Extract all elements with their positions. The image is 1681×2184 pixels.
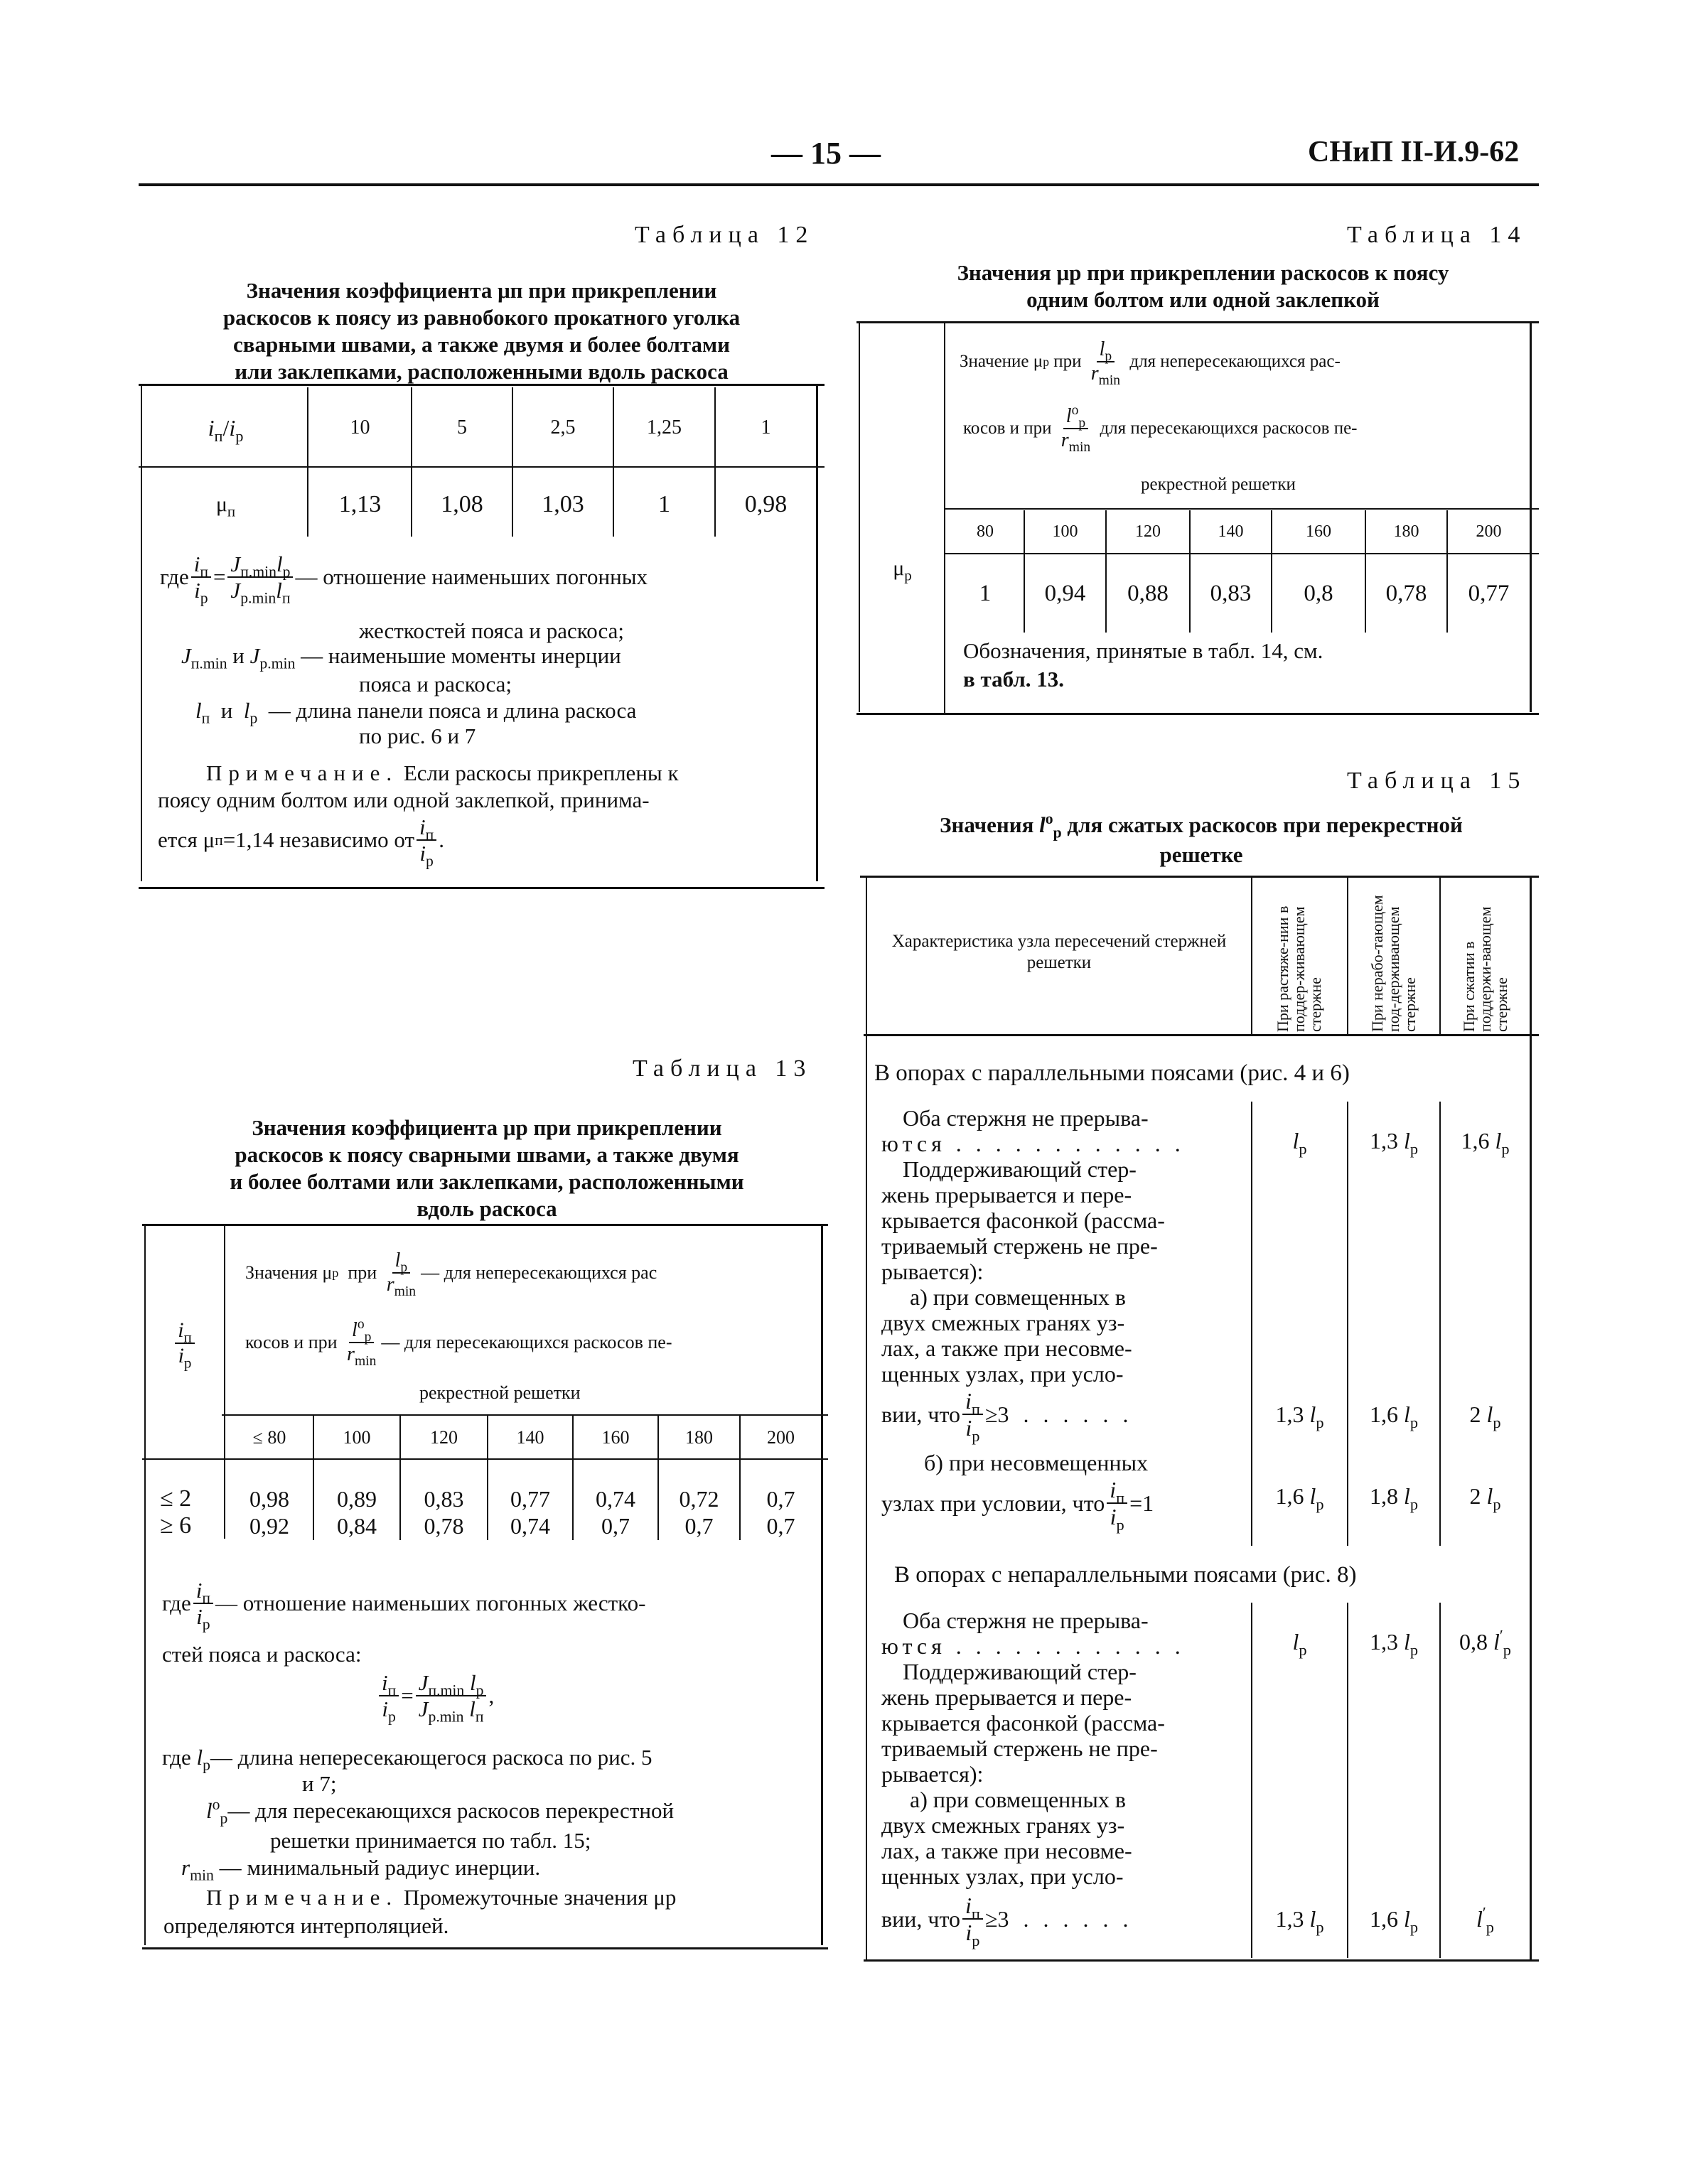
table14-note: Обозначения, принятые в табл. 14, см.: [963, 638, 1323, 663]
table14-col-head: 140: [1218, 522, 1244, 541]
table14-cell: 0,8: [1304, 580, 1333, 606]
table12-legend-text: жесткостей пояса и раскоса;: [359, 618, 625, 643]
table14-head-line2: косов и при $\frac{l^о_р}{r_{min}}$ для пересекающихся раскосов пе-: [963, 403, 1358, 455]
table12-head-cell: 2,5: [550, 416, 576, 439]
table15-s1-text: б) при несовмещенных: [924, 1450, 1149, 1475]
table12-cell: 0,98: [744, 491, 788, 517]
table15-head-col1: При растяже-нии в поддер-живающем стержне: [1273, 905, 1325, 1032]
table15-cell: 0,8 $l'_р$: [1459, 1626, 1511, 1659]
table15-cell: $l'_р$: [1476, 1903, 1494, 1936]
table14-title: Значения μр при прикреплении раскосов к поясу одним болтом или одной заклепкой: [957, 260, 1449, 312]
table14-col-head: 200: [1476, 522, 1502, 541]
table13-title: Значения коэффициента μр при прикреплении раскосов к поясу сварными швами, а также двумя и более болтами или заклепками, расположенными вдоль раскоса: [230, 1115, 744, 1221]
table12-legend-J: $J_{п.min}$ и $J_{р.min}$ — наименьшие моменты инерции: [181, 643, 621, 672]
document-code: СНиП II-И.9-62: [1308, 136, 1520, 168]
table15-cell: 1,3 $l_р$: [1275, 1905, 1324, 1936]
table13-note-text: определяются интерполяцией.: [163, 1913, 449, 1938]
table15-cell: 1,3 $l_р$: [1369, 1127, 1419, 1158]
table13-col-head: 180: [685, 1426, 713, 1448]
table13-label: Таблица 13: [633, 1055, 812, 1082]
table12-label: Таблица 12: [635, 222, 815, 248]
table13-col-values: 0,89 0,84: [337, 1486, 377, 1539]
table15-cell: 1,6 $l_р$: [1275, 1483, 1324, 1513]
table12-note-formula: ется μ п =1,14 независимо от $\frac{i_п}{i_р}$ .: [158, 814, 444, 870]
table12-note: Примечание. Если раскосы прикреплены к: [206, 760, 679, 785]
table13-legend-text: стей пояса и раскоса:: [162, 1642, 362, 1667]
table12-legend-text: по рис. 6 и 7: [359, 723, 476, 748]
table12-cell: 1: [658, 491, 670, 517]
header-rule: [139, 183, 1539, 186]
table12-legend-text: пояса и раскоса;: [359, 672, 512, 696]
table15-s1-text: Оба стержня не прерыва- ются . . . . . . . . . . . . Поддерживающий стер- жень прерывается и пере- крывается фасонкой (рассма- триваемый стержень не пре- рывается): а) при совмещенных в двух смежных гранях уз- лах, а также при несовме- щенных узлах, при усло-: [881, 1105, 1185, 1387]
table15-section2: В опорах с непараллельными поясами (рис. 8): [894, 1562, 1357, 1588]
table13-col-values: 0,83 0,78: [424, 1486, 464, 1539]
table12-head-cell: 1: [761, 416, 771, 439]
table13-col-values: 0,72 0,7: [679, 1486, 719, 1539]
table12-cell: 1,13: [338, 491, 382, 517]
table15-cell: 2 $l_р$: [1469, 1483, 1501, 1513]
table12-legend-ratio: где $\frac{i_п}{i_р}$ = $\frac{J_{п.min}l_р}{J_{р.min}l_п}$ — отношение наименьших погонных: [160, 552, 648, 607]
table14-cell: 0,78: [1385, 580, 1427, 606]
table15-s1-cond-b: узлах при условии, что $\frac{i_п}{i_р}$ =1: [881, 1477, 1154, 1534]
table15-cell: 1,3 $l_р$: [1275, 1401, 1324, 1431]
table13-row-labels: ≤ 2 ≥ 6: [160, 1485, 192, 1539]
table13-legend-text: и 7;: [302, 1771, 337, 1796]
table14-col-head: 100: [1052, 522, 1078, 541]
table13-note: Примечание. Промежуточные значения μр: [206, 1885, 677, 1910]
table13-legend-lpo: $l^о_р—$ для пересекающихся раскосов перекрестной: [206, 1796, 675, 1827]
table14-note-ref: в табл. 13.: [963, 667, 1064, 692]
table15-head-col3: При сжатии в поддержи-вающем стержне: [1460, 906, 1511, 1032]
table12-head-cell: 1,25: [647, 416, 682, 439]
table14-cell: 0,88: [1127, 580, 1169, 606]
table15-s2-cond-a: вии, что $\frac{i_п}{i_р}$ ≥ 3 . . . . . .: [881, 1893, 1133, 1949]
table14-col-head: 80: [977, 522, 994, 541]
table15-section1: В опорах с параллельными поясами (рис. 4 и 6): [874, 1060, 1350, 1086]
table15-cell: 1,3 $l_р$: [1369, 1628, 1419, 1659]
table15-cell: $l_р$: [1292, 1127, 1307, 1158]
table12-head-cell: 5: [457, 416, 467, 439]
table12-head-ratio: $i_п/i_р$: [208, 414, 244, 445]
table12-cell: 1,03: [542, 491, 584, 517]
table12-legend-l: $l_п$ и $l_р$ — длина панели пояса и длина раскоса: [195, 698, 637, 727]
table13-head-line1: Значения μ р при $\frac{l_р}{r_{min}}$ — для непересекающихся рас: [245, 1249, 657, 1299]
table14-col-head: 180: [1393, 522, 1419, 541]
table15-s1-cond-a: вии, что $\frac{i_п}{i_р}$ ≥ 3 . . . . . .: [881, 1388, 1133, 1445]
table15-s2-text: Оба стержня не прерыва- ются . . . . . . . . . . . . Поддерживающий стер- жень прерывается и пере- крывается фасонкой (рассма- триваемый стержень не пре- рывается): а) при совмещенных в двух смежных гранях уз- лах, а также при несовме- щенных узлах, при усло-: [881, 1608, 1185, 1889]
table12-title: Значения коэффициента μп при прикреплении раскосов к поясу из равнобокого прокатного уголка сварными швами, а также двумя и более болтами или заклепками, расположенными вдоль раскоса: [222, 278, 741, 384]
table15-cell: 1,6 $l_р$: [1369, 1905, 1419, 1936]
table14-cell: 0,83: [1210, 580, 1252, 606]
table13-legend-ratio: где $\frac{i_п}{i_р}$ — отношение наименьших погонных жестко-: [162, 1578, 646, 1633]
table14-label: Таблица 14: [1347, 222, 1527, 248]
table13-col-values: 0,77 0,74: [510, 1486, 550, 1539]
table13-head-ratio: $\frac{i_п}{i_р}$: [149, 1301, 220, 1386]
table13-col-values: 0,74 0,7: [596, 1486, 635, 1539]
table12-cell: 1,08: [441, 491, 483, 517]
table13-col-head: 160: [601, 1426, 630, 1448]
table15-title: Значения $l^о_р$ для сжатых раскосов при перекрестной решетке: [940, 810, 1463, 867]
table14-cell: 0,77: [1468, 580, 1510, 606]
table13-col-head: 100: [343, 1426, 371, 1448]
table15-label: Таблица 15: [1347, 768, 1527, 794]
table14-col-head: 160: [1306, 522, 1331, 541]
table13-col-head: ≤ 80: [252, 1426, 286, 1448]
table14-col-head: 120: [1135, 522, 1161, 541]
table13-legend-text: решетки принимается по табл. 15;: [270, 1828, 591, 1853]
table15-head-char: Характеристика узла пересечений стержней решетки: [891, 932, 1227, 972]
table14-row-label: $\mu_р$: [893, 556, 912, 584]
page-number: — 15 —: [771, 136, 881, 171]
table13-legend-rmin: $r_{min}$ — минимальный радиус инерции.: [181, 1855, 541, 1884]
table13-col-values: 0,98 0,92: [249, 1486, 289, 1539]
table12-head-cell: 10: [350, 416, 370, 439]
table12-row-label: $\mu_п$: [215, 493, 236, 520]
table14-head-line3: рекрестной решетки: [1141, 475, 1296, 494]
table12-note-text: поясу одним болтом или одной заклепкой, принима-: [158, 787, 650, 812]
table13-head-line3: рекрестной решетки: [419, 1382, 581, 1403]
table13-legend-formula: $\frac{i_п}{i_р}$ = $\frac{J_{п.min} l_р}{J_{р.min} l_п}$ ,: [377, 1672, 494, 1720]
table15-head-col2: При нерабо-тающем под-держивающем стержне: [1368, 895, 1419, 1032]
table13-legend-lp: где $l_р—$ длина непересекающегося раскоса по рис. 5: [162, 1745, 652, 1774]
table15-cell: 1,6 $l_р$: [1461, 1127, 1510, 1158]
table13-col-values: 0,7 0,7: [766, 1486, 795, 1539]
table15-cell: 1,8 $l_р$: [1369, 1483, 1419, 1513]
table13-col-head: 200: [767, 1426, 795, 1448]
table15-cell: 2 $l_р$: [1469, 1401, 1501, 1431]
table13-col-head: 140: [516, 1426, 544, 1448]
table15-cell: $l_р$: [1292, 1628, 1307, 1659]
table15-cell: 1,6 $l_р$: [1369, 1401, 1419, 1431]
table13-col-head: 120: [430, 1426, 458, 1448]
table13-head-line2: косов и при $\frac{l^о_р}{r_{min}}$ — для пересекающихся раскосов пе-: [245, 1317, 672, 1369]
table14-cell: 0,94: [1044, 580, 1086, 606]
table14-head-line1: Значение μ р при $\frac{l_р}{r_{min}}$ для непересекающихся рас-: [960, 338, 1341, 388]
table14-cell: 1: [979, 580, 992, 606]
